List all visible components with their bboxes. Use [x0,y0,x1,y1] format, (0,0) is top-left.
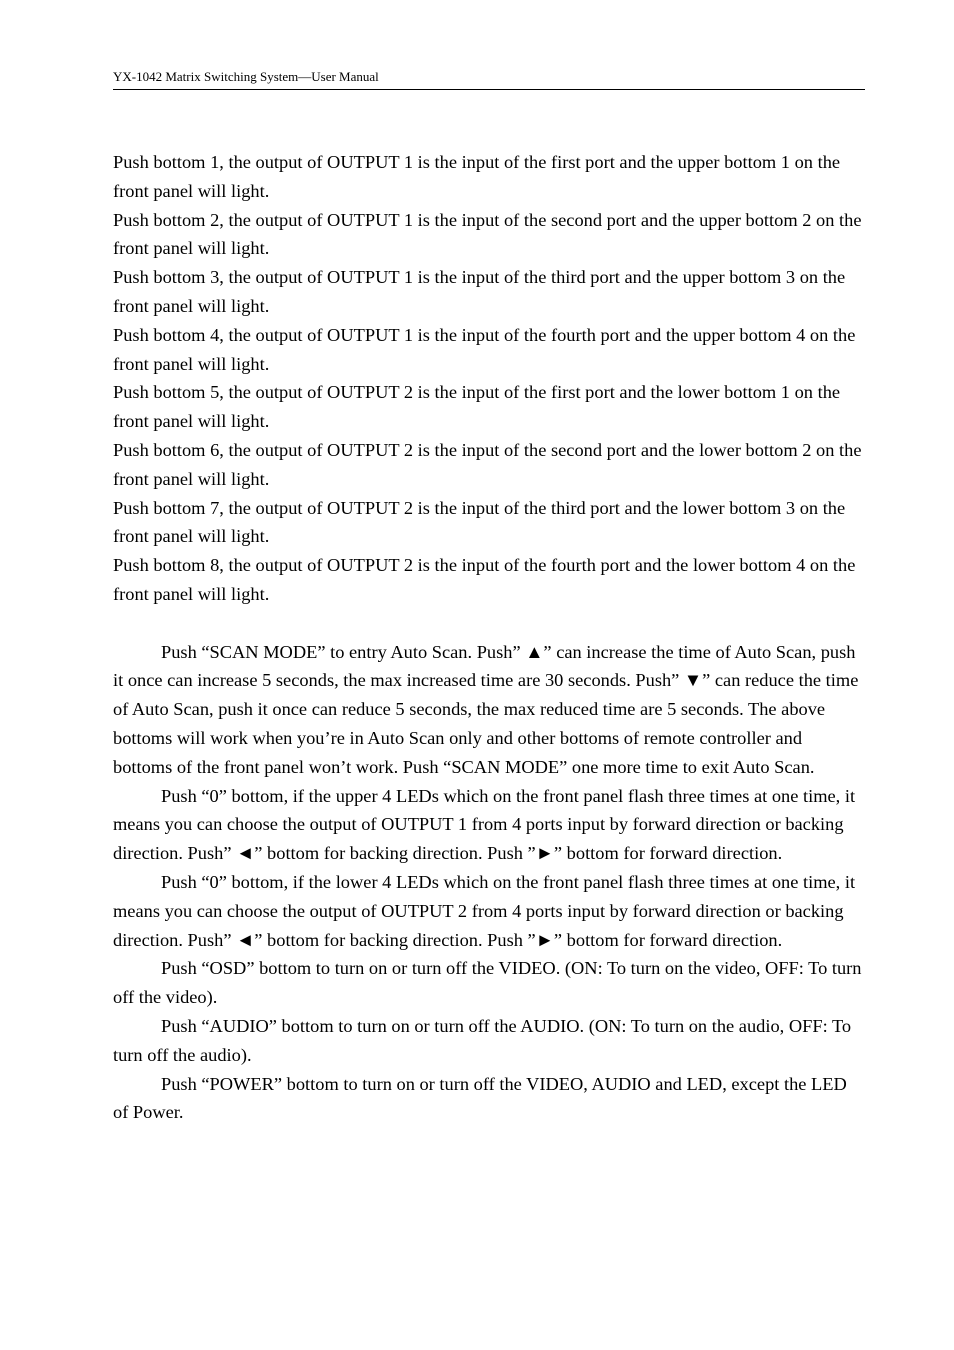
list-item: Push bottom 3, the output of OUTPUT 1 is the input of the third port and the upper bottom 3 on the front panel will light. [113,267,846,316]
paragraph-spacer [113,609,865,638]
paragraph-output2-selection: Push “0” bottom, if the lower 4 LEDs which on the front panel flash three times at one time, it means you can choose the output of OUTPUT 2 from 4 ports input by forward direction or backing direction. Push” ◄” bottom for backing direction. Push ”►” bottom for forward direction. [113,871,856,950]
page-body [113,148,865,1127]
button-function-list [113,148,865,609]
list-item: Push bottom 2, the output of OUTPUT 1 is the input of the second port and the upper bottom 2 on the front panel will light. [113,209,862,259]
list-item: Push bottom 5, the output of OUTPUT 2 is the input of the first port and the lower bottom 1 on the front panel will light. [113,382,841,432]
list-item: Push bottom 4, the output of OUTPUT 1 is the input of the fourth port and the upper bottom 4 on the front panel will light. [113,324,856,374]
list-item: Push bottom 1, the output of OUTPUT 1 is the input of the first port and the upper bottom 1 on the front panel will light. [113,152,841,201]
list-item: Push bottom 8, the output of OUTPUT 2 is the input of the fourth port and the lower bottom 4 on the front panel will light. [113,555,856,604]
running-header: YX-1042 Matrix Switching System—User Manual [113,69,379,84]
list-item: Push bottom 7, the output of OUTPUT 2 is the input of the third port and the lower bottom 3 on the front panel will light. [113,497,846,547]
paragraph-power: Push “POWER” bottom to turn on or turn off the VIDEO, AUDIO and LED, except the LED of Power. [113,1073,847,1123]
paragraph-audio: Push “AUDIO” bottom to turn on or turn off the AUDIO. (ON: To turn on the audio, OFF: To turn off the audio). [113,1015,852,1065]
paragraph-scan-mode: Push “SCAN MODE” to entry Auto Scan. Push” ▲” can increase the time of Auto Scan, push it once can increase 5 seconds, the max increased time are 30 seconds. Push” ▼” can reduce the time of Auto Scan, push it once can reduce 5 seconds, the max reduced time are 5 seconds. The above bottoms will work when you’re in Auto Scan only and other bottoms of remote controller and bottoms of the front panel won’t work. Push “SCAN MODE” one more time to exit Auto Scan. [113,641,859,777]
header-divider [113,89,865,90]
paragraph-output1-selection: Push “0” bottom, if the upper 4 LEDs which on the front panel flash three times at one time, it means you can choose the output of OUTPUT 1 from 4 ports input by forward direction or backing direction. Push” ◄” bottom for backing direction. Push ”►” bottom for forward direction. [113,785,856,864]
list-item: Push bottom 6, the output of OUTPUT 2 is the input of the second port and the lower bottom 2 on the front panel will light. [113,439,862,489]
paragraph-osd: Push “OSD” bottom to turn on or turn off the VIDEO. (ON: To turn on the video, OFF: To turn off the video). [113,958,862,1008]
